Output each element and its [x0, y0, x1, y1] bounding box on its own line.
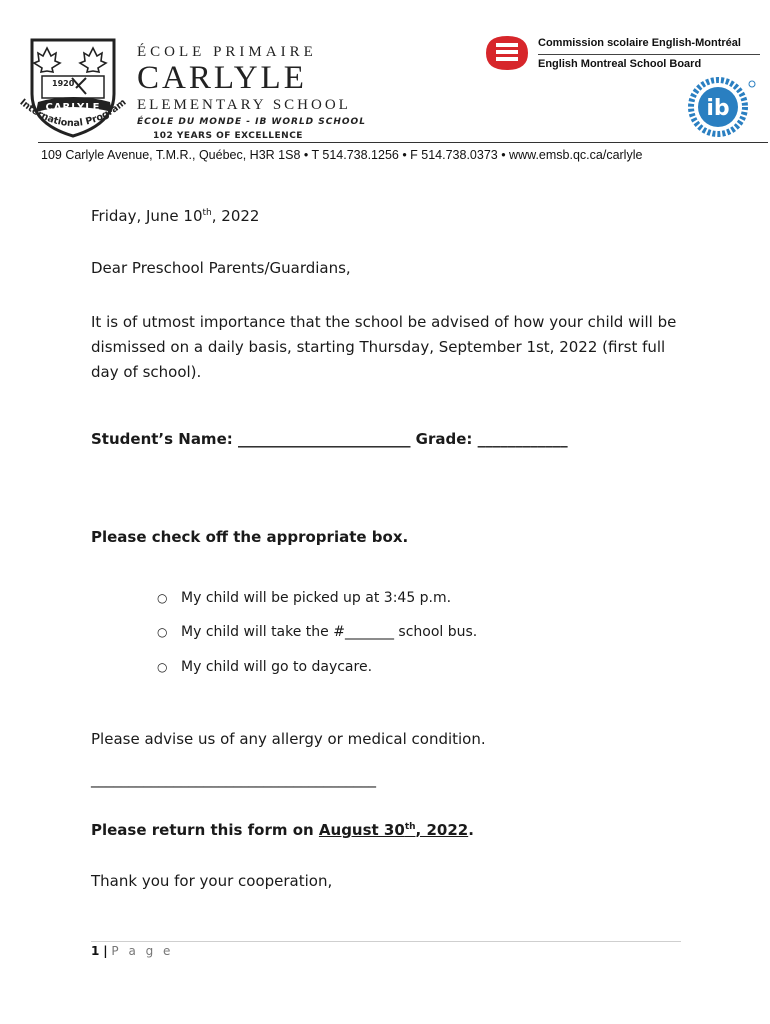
return-date-day: August 30 — [318, 821, 405, 839]
letter-intro: It is of utmost importance that the school be advised of how your child will be dismissed on a daily basis, starting Thursday, September 1st, 2022 (first full day of school). — [91, 313, 677, 381]
option-checkbox-icon[interactable]: ○ — [157, 660, 168, 674]
date-year: , 2022 — [211, 207, 260, 225]
school-name-french: ÉCOLE PRIMAIRE — [137, 44, 317, 60]
letter-closing: Thank you for your cooperation, — [91, 872, 333, 890]
crest-arc-text: International Program — [17, 96, 129, 130]
option-daycare[interactable] — [157, 659, 372, 675]
school-name-english: ELEMENTARY SCHOOL — [137, 97, 351, 113]
ib-mark: ib — [706, 96, 730, 121]
board-divider — [538, 54, 760, 55]
letter-date — [91, 207, 259, 225]
school-tagline: ÉCOLE DU MONDE - IB WORLD SCHOOL — [137, 117, 366, 127]
header-divider — [38, 142, 768, 143]
footer-divider — [91, 941, 681, 942]
return-text: Please return this form on — [91, 821, 319, 839]
student-name-grade-field[interactable]: Student’s Name: _______________________ Grade: ____________ — [91, 430, 568, 448]
allergy-field[interactable]: ______________________________________ — [91, 770, 376, 788]
option-school-bus[interactable] — [157, 624, 477, 640]
option-checkbox-icon[interactable]: ○ — [157, 625, 168, 639]
school-years: 102 YEARS OF EXCELLENCE — [153, 131, 303, 141]
crest-year: 1920 — [52, 79, 75, 88]
school-name: CARLYLE — [137, 60, 307, 96]
date-ordinal: th — [202, 208, 212, 218]
board-name-english: English Montreal School Board — [538, 58, 702, 70]
ib-world-school-logo — [686, 77, 758, 137]
page-separator: | — [103, 944, 108, 958]
return-period: . — [468, 821, 474, 839]
option-label: My child will take the #_______ school bus. — [181, 624, 478, 640]
return-date-ordinal: th — [404, 822, 416, 832]
allergy-prompt: Please advise us of any allergy or medical condition. — [91, 730, 486, 748]
return-date — [319, 821, 468, 839]
option-checkbox-icon[interactable]: ○ — [157, 591, 168, 605]
school-crest-logo — [14, 32, 132, 144]
return-date-year: , 2022 — [415, 821, 469, 839]
school-address: 109 Carlyle Avenue, T.M.R., Québec, H3R 1S8 • T 514.738.1256 • F 514.738.0373 • www.emsb.qc.ca/carlyle — [41, 148, 643, 162]
board-name-french: Commission scolaire English-Montréal — [538, 37, 741, 49]
checkbox-instructions: Please check off the appropriate box. — [91, 528, 409, 546]
option-label: My child will be picked up at 3:45 p.m. — [181, 590, 452, 606]
emsb-logo — [482, 34, 532, 72]
option-label: My child will go to daycare. — [181, 659, 373, 675]
page-footer — [91, 944, 173, 958]
date-text: Friday, June 10 — [91, 207, 203, 225]
option-pickup[interactable] — [157, 590, 451, 606]
page-word: P a g e — [111, 944, 174, 958]
return-instructions — [91, 821, 474, 839]
page-number: 1 — [91, 944, 100, 958]
letter-greeting: Dear Preschool Parents/Guardians, — [91, 259, 351, 277]
crest-name: CARLYLE — [45, 102, 101, 113]
